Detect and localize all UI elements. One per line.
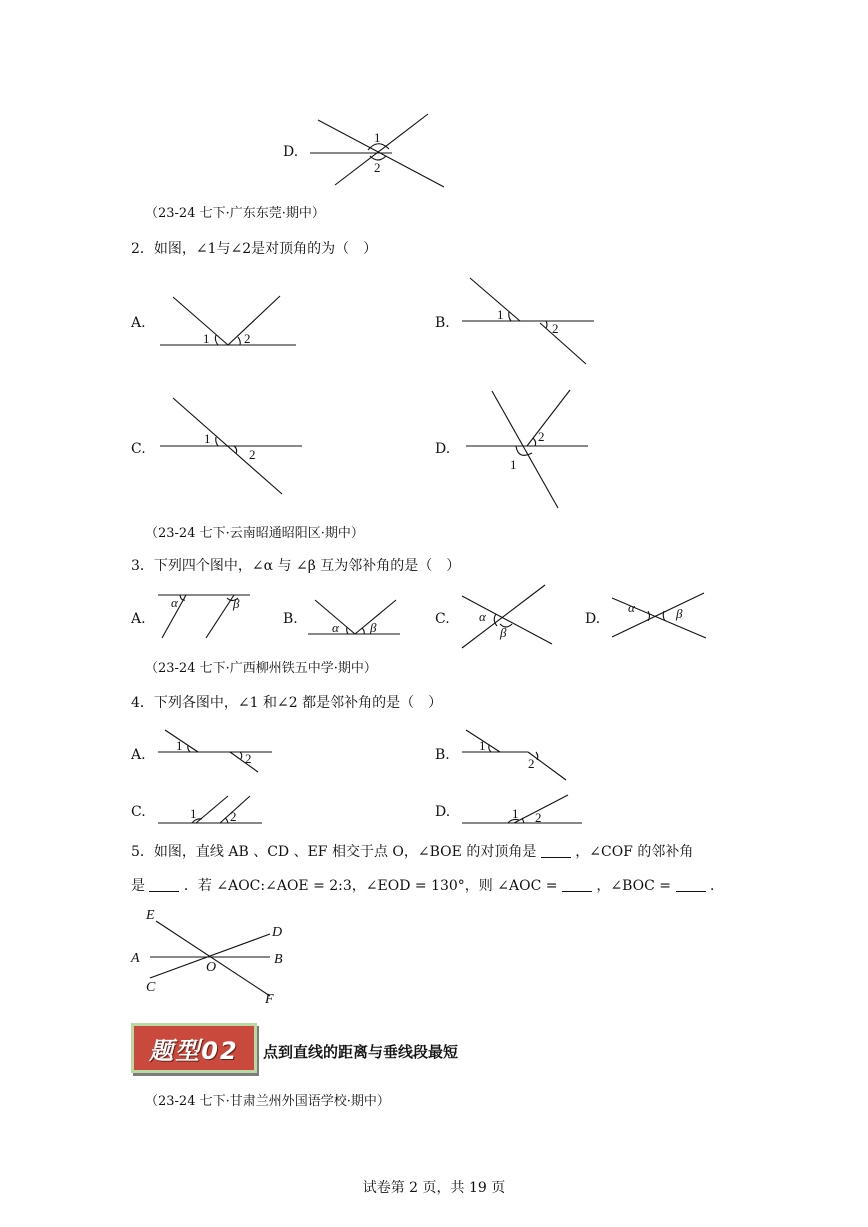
q3-stem: 3．下列四个图中，∠α 与 ∠β 互为邻补角的是（ ） [131, 558, 461, 574]
q5-line2-b: ．若 ∠AOC:∠AOE = 2:3，∠EOD = 130°，则 ∠AOC = [183, 878, 558, 894]
q5-label-E: E [146, 908, 155, 923]
q2-stem: 2．如图，∠1与∠2是对顶角的为（ ） [131, 241, 378, 257]
q4-option-a-label: A. [131, 747, 146, 763]
section-badge-text: 题型02 [149, 1036, 239, 1065]
q4c-angle-2: 2 [230, 809, 237, 824]
q5-label-B: B [274, 952, 283, 967]
q1-angle-1: 1 [374, 130, 381, 145]
q3-option-d-label: D. [585, 611, 601, 627]
page-footer: 试卷第 2 页，共 19 页 [362, 1180, 506, 1196]
q5-label-F: F [265, 992, 274, 1007]
q5-label-C: C [146, 980, 156, 995]
q1-option-d-label: D. [283, 144, 299, 160]
q4-source: （23-24 七下·广西柳州铁五中学·期中） [145, 661, 377, 676]
q3-option-a-label: A. [131, 611, 146, 627]
q4c-angle-1: 1 [190, 806, 197, 821]
q4a-angle-1: 1 [176, 738, 183, 753]
q5-line1-b: ，∠COF 的邻补角 [575, 844, 694, 860]
q3c-alpha: α [479, 609, 486, 624]
q2c-angle-1: 1 [204, 431, 211, 446]
q2-option-c-label: C. [131, 441, 146, 457]
q4-stem: 4．下列各图中，∠1 和∠2 都是邻补角的是（ ） [131, 695, 443, 711]
q6-source: （23-24 七下·甘肃兰州外国语学校·期中） [145, 1094, 390, 1109]
section-badge [131, 1023, 257, 1073]
q3a-beta: β [233, 596, 240, 611]
q4b-angle-1: 1 [479, 738, 486, 753]
q5-label-O: O [206, 960, 217, 975]
q3a-alpha: α [171, 595, 178, 610]
q3-option-b-label: B. [283, 611, 298, 627]
q1-angle-2: 2 [374, 160, 381, 175]
q2-option-d-label: D. [435, 441, 451, 457]
q2-source: （23-24 七下·广东东莞·期中） [145, 206, 325, 221]
q3b-beta: β [370, 620, 377, 635]
q2d-angle-1: 1 [510, 457, 517, 472]
q4a-angle-2: 2 [245, 751, 252, 766]
q5-line2-c: ，∠BOC = [596, 878, 672, 894]
q4d-angle-1: 1 [512, 806, 519, 821]
q3-source: （23-24 七下·云南昭通昭阳区·期中） [145, 526, 364, 541]
q3b-alpha: α [332, 620, 339, 635]
q5-label-A: A [131, 951, 140, 966]
q5-label-D: D [272, 925, 283, 940]
q5-line2-d: ． [709, 878, 724, 894]
q2c-angle-2: 2 [249, 447, 256, 462]
q5-line1-a: 5．如图，直线 AB 、CD 、EF 相交于点 O，∠BOE 的对顶角是 [131, 844, 537, 860]
q4b-angle-2: 2 [528, 756, 535, 771]
q2b-angle-1: 1 [497, 307, 504, 322]
q4-option-d-label: D. [435, 804, 451, 820]
q2a-angle-1: 1 [203, 331, 210, 346]
q2-option-b-label: B. [435, 315, 450, 331]
q2-option-a-label: A. [131, 315, 146, 331]
section-title: 点到直线的距离与垂线段最短 [263, 1043, 459, 1061]
q3d-beta: β [676, 606, 683, 621]
q4-option-c-label: C. [131, 804, 146, 820]
q3-option-c-label: C. [435, 611, 450, 627]
q2d-angle-2: 2 [538, 429, 545, 444]
q2b-angle-2: 2 [552, 321, 559, 336]
q4-option-b-label: B. [435, 747, 450, 763]
q2a-angle-2: 2 [244, 331, 251, 346]
q3d-alpha: α [628, 600, 635, 615]
q3c-beta: β [500, 625, 507, 640]
q5-line2-a: 是 [131, 878, 145, 894]
q4d-angle-2: 2 [535, 810, 542, 825]
